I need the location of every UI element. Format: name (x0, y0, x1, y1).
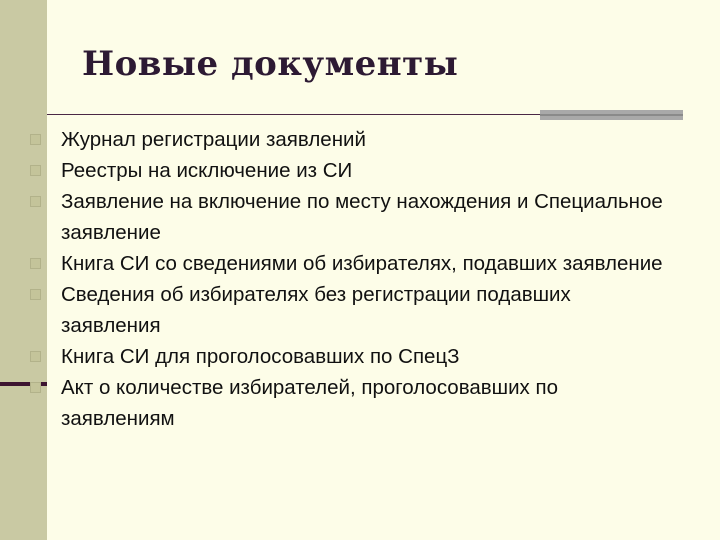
bullet-text: Книга СИ со сведениями об избирателях, подавших заявление (61, 252, 663, 275)
square-bullet-icon (30, 351, 41, 362)
bullet-text: Книга СИ для проголосовавших по СпецЗ (61, 345, 460, 368)
bullet-item (30, 155, 670, 186)
bullet-item (30, 124, 670, 155)
square-bullet-icon (30, 289, 41, 300)
title-accent-bar-line (540, 114, 683, 116)
square-bullet-icon (30, 258, 41, 269)
square-bullet-icon (30, 382, 41, 393)
title-underline (47, 114, 540, 115)
bullet-item (30, 186, 670, 248)
bullet-text: Сведения об избирателях без регистрации подавших заявления (61, 283, 571, 337)
square-bullet-icon (30, 196, 41, 207)
bullet-text: Заявление на включение по месту нахождения и Специальное заявление (61, 190, 663, 244)
bullet-item (30, 341, 670, 372)
bullet-text: Акт о количестве избирателей, проголосовавших по заявлениям (61, 376, 558, 430)
bullet-list (30, 124, 670, 434)
square-bullet-icon (30, 134, 41, 145)
bullet-item (30, 248, 670, 279)
square-bullet-icon (30, 165, 41, 176)
slide-title: Новые документы (82, 44, 459, 84)
bullet-item (30, 279, 670, 341)
bullet-item (30, 372, 670, 434)
bullet-text: Журнал регистрации заявлений (61, 128, 366, 151)
bullet-text: Реестры на исключение из СИ (61, 159, 353, 182)
